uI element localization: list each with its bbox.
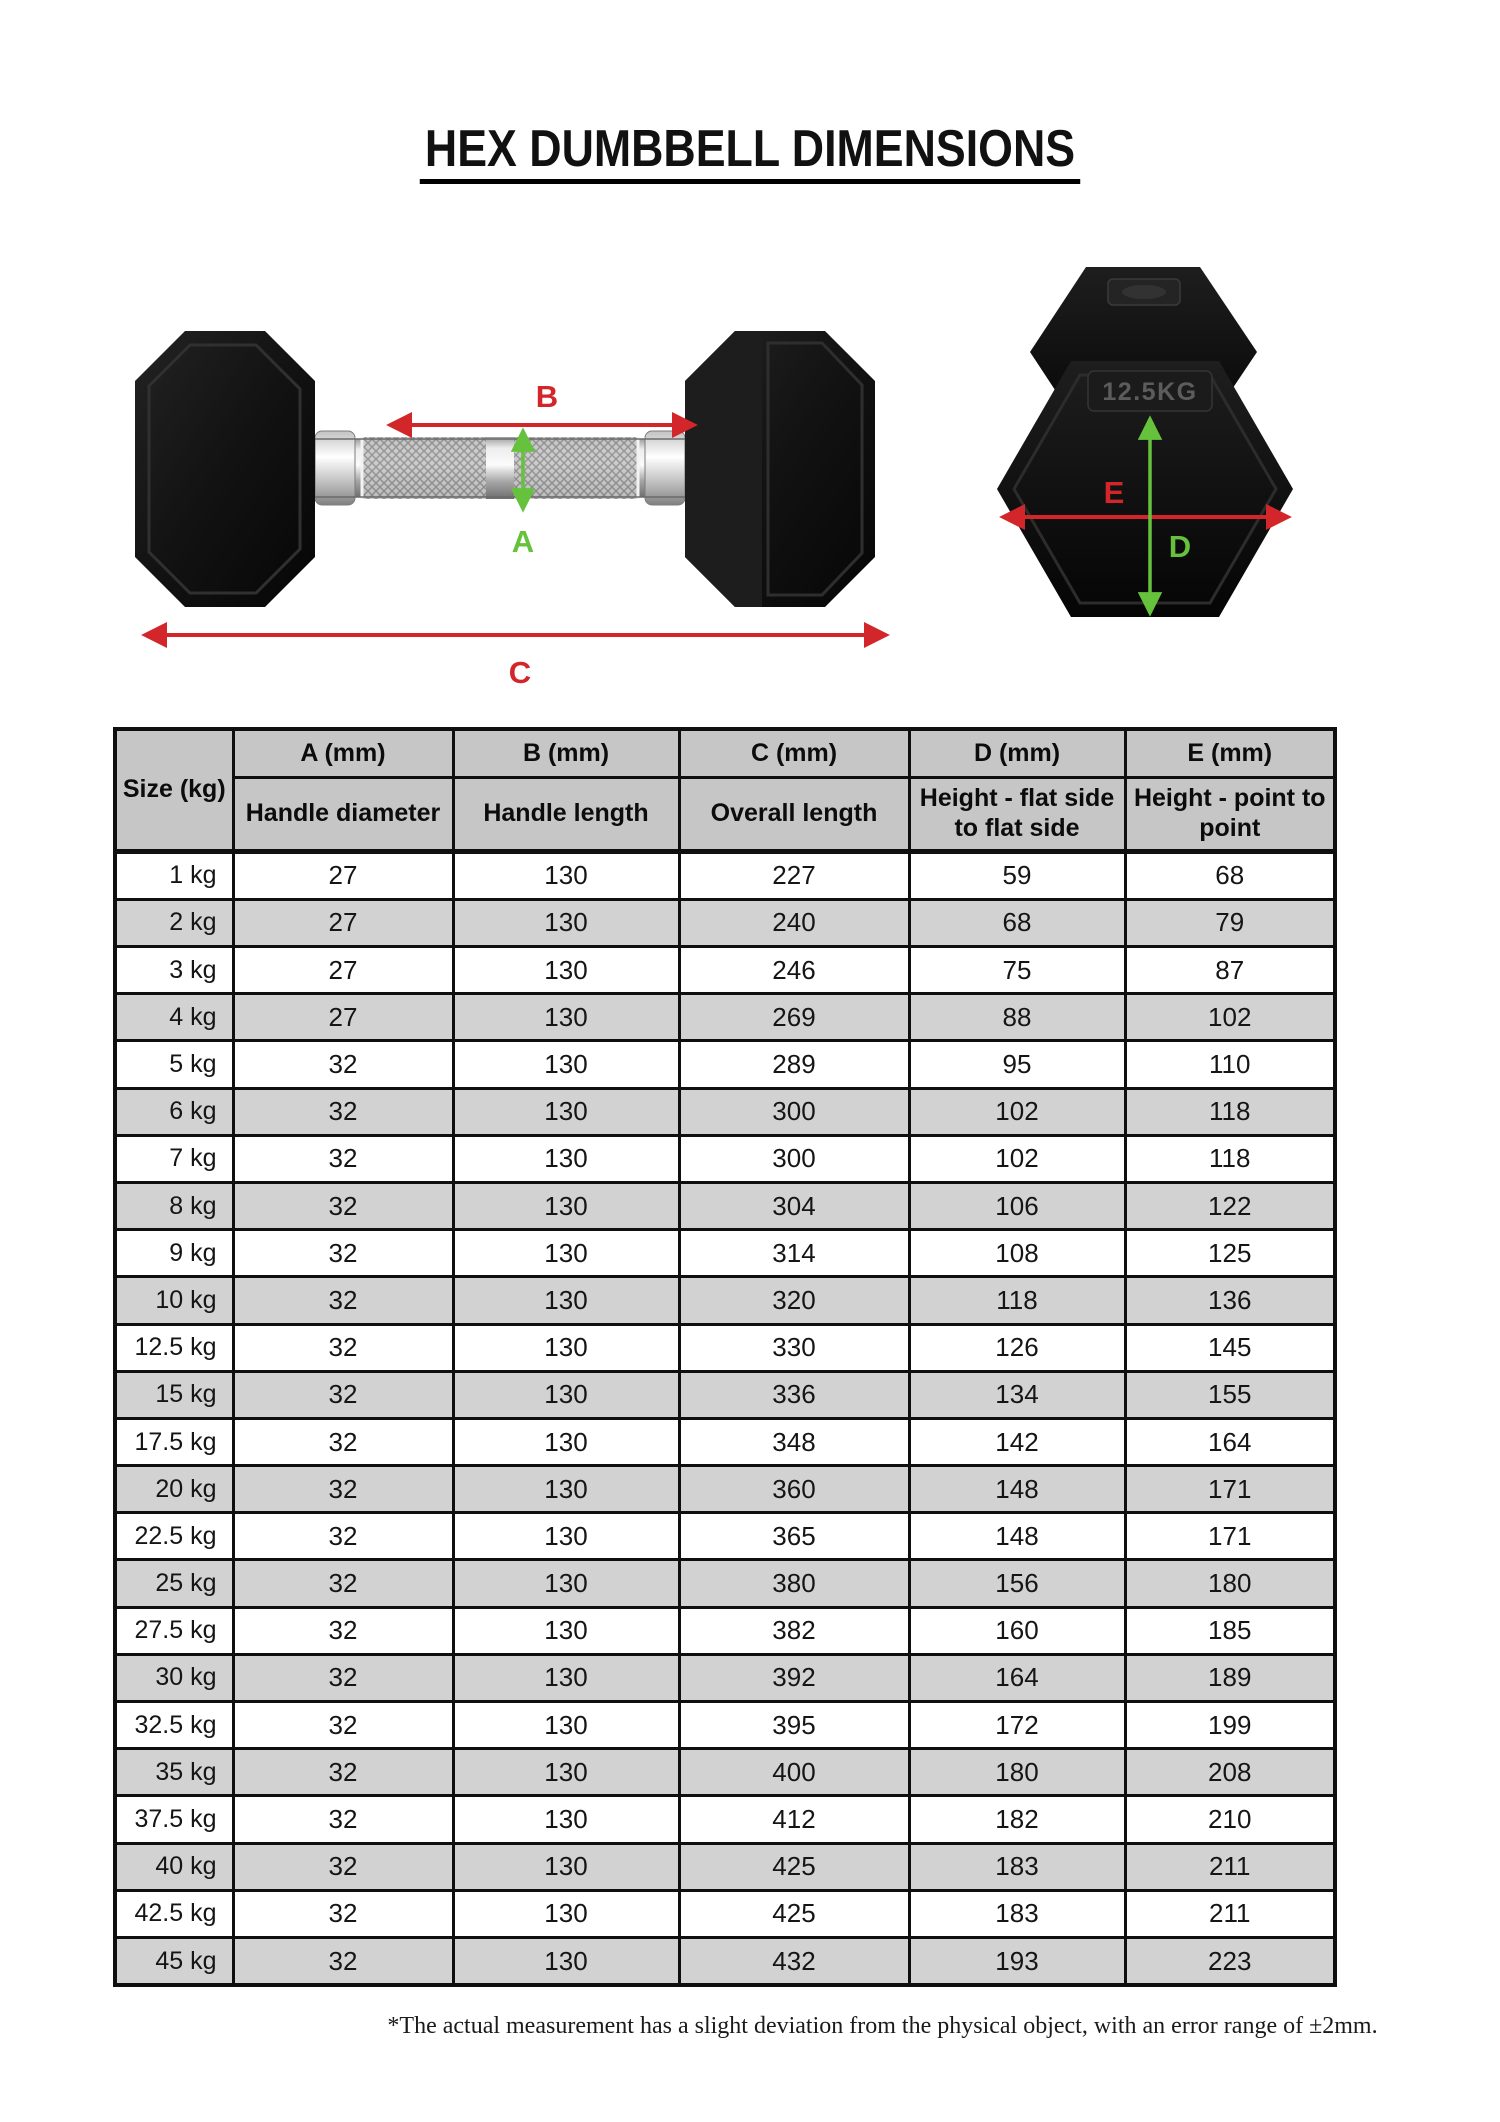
value-cell: 27 <box>233 851 453 899</box>
value-cell: 32 <box>233 1277 453 1324</box>
end-view-dumbbell <box>997 267 1293 617</box>
value-cell: 32 <box>233 1324 453 1371</box>
size-cell: 17.5 kg <box>115 1418 233 1465</box>
size-cell: 20 kg <box>115 1466 233 1513</box>
table-row <box>115 1466 1335 1513</box>
value-cell: 134 <box>909 1371 1125 1418</box>
dumbbell-handle <box>300 431 700 505</box>
header-b-code: B (mm) <box>453 729 679 778</box>
dim-label-a: A <box>511 523 535 559</box>
size-cell: 7 kg <box>115 1135 233 1182</box>
value-cell: 126 <box>909 1324 1125 1371</box>
table-row <box>115 1702 1335 1749</box>
header-a-code: A (mm) <box>233 729 453 778</box>
value-cell: 130 <box>453 1796 679 1843</box>
footnote: *The actual measurement has a slight deviation from the physical object, with an error range of ±2mm. <box>387 2013 1378 2040</box>
dimension-table-header <box>115 729 1335 852</box>
value-cell: 160 <box>909 1607 1125 1654</box>
value-cell: 300 <box>679 1135 909 1182</box>
size-cell: 2 kg <box>115 899 233 946</box>
table-row <box>115 1230 1335 1277</box>
size-cell: 1 kg <box>115 851 233 899</box>
side-view-dumbbell <box>135 331 886 690</box>
header-e-desc: Height - point to point <box>1125 777 1335 851</box>
value-cell: 412 <box>679 1796 909 1843</box>
table-row <box>115 1135 1335 1182</box>
size-cell: 25 kg <box>115 1560 233 1607</box>
value-cell: 32 <box>233 1466 453 1513</box>
value-cell: 32 <box>233 1890 453 1937</box>
value-cell: 425 <box>679 1843 909 1890</box>
value-cell: 130 <box>453 1135 679 1182</box>
value-cell: 110 <box>1125 1041 1335 1088</box>
table-row <box>115 1843 1335 1890</box>
value-cell: 32 <box>233 1088 453 1135</box>
value-cell: 336 <box>679 1371 909 1418</box>
size-cell: 37.5 kg <box>115 1796 233 1843</box>
value-cell: 130 <box>453 1182 679 1229</box>
value-cell: 102 <box>1125 994 1335 1041</box>
value-cell: 32 <box>233 1041 453 1088</box>
value-cell: 320 <box>679 1277 909 1324</box>
size-cell: 42.5 kg <box>115 1890 233 1937</box>
value-cell: 208 <box>1125 1749 1335 1796</box>
value-cell: 304 <box>679 1182 909 1229</box>
size-cell: 12.5 kg <box>115 1324 233 1371</box>
table-row <box>115 1041 1335 1088</box>
dim-arrow-b <box>390 379 694 425</box>
value-cell: 148 <box>909 1466 1125 1513</box>
value-cell: 27 <box>233 899 453 946</box>
value-cell: 118 <box>909 1277 1125 1324</box>
value-cell: 365 <box>679 1513 909 1560</box>
table-row <box>115 1937 1335 1985</box>
table-row <box>115 899 1335 946</box>
table-row <box>115 1654 1335 1701</box>
value-cell: 130 <box>453 1466 679 1513</box>
value-cell: 122 <box>1125 1182 1335 1229</box>
value-cell: 32 <box>233 1135 453 1182</box>
value-cell: 130 <box>453 1749 679 1796</box>
table-row <box>115 1182 1335 1229</box>
value-cell: 223 <box>1125 1937 1335 1985</box>
value-cell: 180 <box>909 1749 1125 1796</box>
value-cell: 108 <box>909 1230 1125 1277</box>
size-cell: 4 kg <box>115 994 233 1041</box>
value-cell: 32 <box>233 1749 453 1796</box>
value-cell: 172 <box>909 1702 1125 1749</box>
value-cell: 32 <box>233 1230 453 1277</box>
dimension-table-body <box>115 851 1335 1985</box>
value-cell: 68 <box>909 899 1125 946</box>
table-row <box>115 1371 1335 1418</box>
header-size: Size (kg) <box>115 729 233 852</box>
value-cell: 32 <box>233 1182 453 1229</box>
value-cell: 392 <box>679 1654 909 1701</box>
value-cell: 130 <box>453 851 679 899</box>
value-cell: 189 <box>1125 1654 1335 1701</box>
table-row <box>115 1088 1335 1135</box>
value-cell: 32 <box>233 1418 453 1465</box>
table-row <box>115 1324 1335 1371</box>
value-cell: 246 <box>679 947 909 994</box>
dumbbell-diagram <box>0 239 1500 694</box>
value-cell: 432 <box>679 1937 909 1985</box>
value-cell: 106 <box>909 1182 1125 1229</box>
table-row <box>115 1418 1335 1465</box>
table-row <box>115 1607 1335 1654</box>
value-cell: 130 <box>453 1230 679 1277</box>
value-cell: 125 <box>1125 1230 1335 1277</box>
value-cell: 27 <box>233 994 453 1041</box>
value-cell: 180 <box>1125 1560 1335 1607</box>
table-row <box>115 1277 1335 1324</box>
value-cell: 382 <box>679 1607 909 1654</box>
value-cell: 130 <box>453 1371 679 1418</box>
weight-marking: 12.5KG <box>1102 377 1198 406</box>
value-cell: 193 <box>909 1937 1125 1985</box>
value-cell: 380 <box>679 1560 909 1607</box>
table-row <box>115 1890 1335 1937</box>
size-cell: 6 kg <box>115 1088 233 1135</box>
value-cell: 164 <box>909 1654 1125 1701</box>
value-cell: 130 <box>453 1088 679 1135</box>
table-row <box>115 994 1335 1041</box>
size-cell: 27.5 kg <box>115 1607 233 1654</box>
value-cell: 227 <box>679 851 909 899</box>
value-cell: 130 <box>453 1513 679 1560</box>
header-b-desc: Handle length <box>453 777 679 851</box>
value-cell: 68 <box>1125 851 1335 899</box>
size-cell: 8 kg <box>115 1182 233 1229</box>
value-cell: 360 <box>679 1466 909 1513</box>
size-cell: 35 kg <box>115 1749 233 1796</box>
value-cell: 130 <box>453 947 679 994</box>
value-cell: 79 <box>1125 899 1335 946</box>
title-wrap <box>0 0 1500 219</box>
value-cell: 130 <box>453 1277 679 1324</box>
value-cell: 130 <box>453 1843 679 1890</box>
value-cell: 211 <box>1125 1890 1335 1937</box>
dumbbell-diagram-svg <box>100 239 1400 694</box>
value-cell: 130 <box>453 899 679 946</box>
value-cell: 95 <box>909 1041 1125 1088</box>
dim-label-e: E <box>1103 474 1125 510</box>
value-cell: 199 <box>1125 1702 1335 1749</box>
front-hex-face <box>997 361 1293 617</box>
page-title: HEX DUMBBELL DIMENSIONS <box>420 123 1080 184</box>
value-cell: 155 <box>1125 1371 1335 1418</box>
value-cell: 148 <box>909 1513 1125 1560</box>
header-d-code: D (mm) <box>909 729 1125 778</box>
value-cell: 130 <box>453 1890 679 1937</box>
dim-label-b: B <box>535 378 559 414</box>
left-hex-head <box>135 331 315 607</box>
value-cell: 136 <box>1125 1277 1335 1324</box>
value-cell: 171 <box>1125 1466 1335 1513</box>
value-cell: 183 <box>909 1843 1125 1890</box>
value-cell: 300 <box>679 1088 909 1135</box>
size-cell: 22.5 kg <box>115 1513 233 1560</box>
value-cell: 425 <box>679 1890 909 1937</box>
table-row <box>115 1796 1335 1843</box>
value-cell: 32 <box>233 1654 453 1701</box>
size-cell: 3 kg <box>115 947 233 994</box>
table-row <box>115 1749 1335 1796</box>
size-cell: 45 kg <box>115 1937 233 1985</box>
value-cell: 32 <box>233 1371 453 1418</box>
header-d-desc: Height - flat side to flat side <box>909 777 1125 851</box>
value-cell: 59 <box>909 851 1125 899</box>
table-row <box>115 947 1335 994</box>
value-cell: 183 <box>909 1890 1125 1937</box>
value-cell: 32 <box>233 1796 453 1843</box>
value-cell: 330 <box>679 1324 909 1371</box>
value-cell: 32 <box>233 1513 453 1560</box>
value-cell: 171 <box>1125 1513 1335 1560</box>
right-hex-head <box>685 331 875 607</box>
dim-label-d: D <box>1168 528 1192 564</box>
value-cell: 130 <box>453 1937 679 1985</box>
value-cell: 130 <box>453 1418 679 1465</box>
value-cell: 32 <box>233 1937 453 1985</box>
value-cell: 130 <box>453 1324 679 1371</box>
size-cell: 32.5 kg <box>115 1702 233 1749</box>
size-cell: 10 kg <box>115 1277 233 1324</box>
value-cell: 289 <box>679 1041 909 1088</box>
value-cell: 32 <box>233 1843 453 1890</box>
value-cell: 185 <box>1125 1607 1335 1654</box>
value-cell: 269 <box>679 994 909 1041</box>
value-cell: 118 <box>1125 1088 1335 1135</box>
size-cell: 9 kg <box>115 1230 233 1277</box>
value-cell: 130 <box>453 1607 679 1654</box>
value-cell: 118 <box>1125 1135 1335 1182</box>
size-cell: 15 kg <box>115 1371 233 1418</box>
value-cell: 164 <box>1125 1418 1335 1465</box>
value-cell: 156 <box>909 1560 1125 1607</box>
header-a-desc: Handle diameter <box>233 777 453 851</box>
value-cell: 130 <box>453 1654 679 1701</box>
value-cell: 130 <box>453 994 679 1041</box>
value-cell: 395 <box>679 1702 909 1749</box>
size-cell: 40 kg <box>115 1843 233 1890</box>
value-cell: 102 <box>909 1135 1125 1182</box>
header-e-code: E (mm) <box>1125 729 1335 778</box>
value-cell: 182 <box>909 1796 1125 1843</box>
value-cell: 88 <box>909 994 1125 1041</box>
value-cell: 87 <box>1125 947 1335 994</box>
table-row <box>115 1513 1335 1560</box>
value-cell: 240 <box>679 899 909 946</box>
value-cell: 314 <box>679 1230 909 1277</box>
value-cell: 130 <box>453 1560 679 1607</box>
value-cell: 32 <box>233 1702 453 1749</box>
value-cell: 130 <box>453 1702 679 1749</box>
value-cell: 142 <box>909 1418 1125 1465</box>
header-c-desc: Overall length <box>679 777 909 851</box>
dim-arrow-c <box>145 635 886 690</box>
value-cell: 27 <box>233 947 453 994</box>
dim-label-c: C <box>508 654 532 690</box>
table-row <box>115 851 1335 899</box>
value-cell: 145 <box>1125 1324 1335 1371</box>
size-cell: 30 kg <box>115 1654 233 1701</box>
value-cell: 400 <box>679 1749 909 1796</box>
value-cell: 130 <box>453 1041 679 1088</box>
size-cell: 5 kg <box>115 1041 233 1088</box>
value-cell: 102 <box>909 1088 1125 1135</box>
value-cell: 75 <box>909 947 1125 994</box>
value-cell: 211 <box>1125 1843 1335 1890</box>
value-cell: 32 <box>233 1607 453 1654</box>
table-row <box>115 1560 1335 1607</box>
value-cell: 32 <box>233 1560 453 1607</box>
value-cell: 348 <box>679 1418 909 1465</box>
header-c-code: C (mm) <box>679 729 909 778</box>
value-cell: 210 <box>1125 1796 1335 1843</box>
dimension-table <box>113 727 1337 1988</box>
